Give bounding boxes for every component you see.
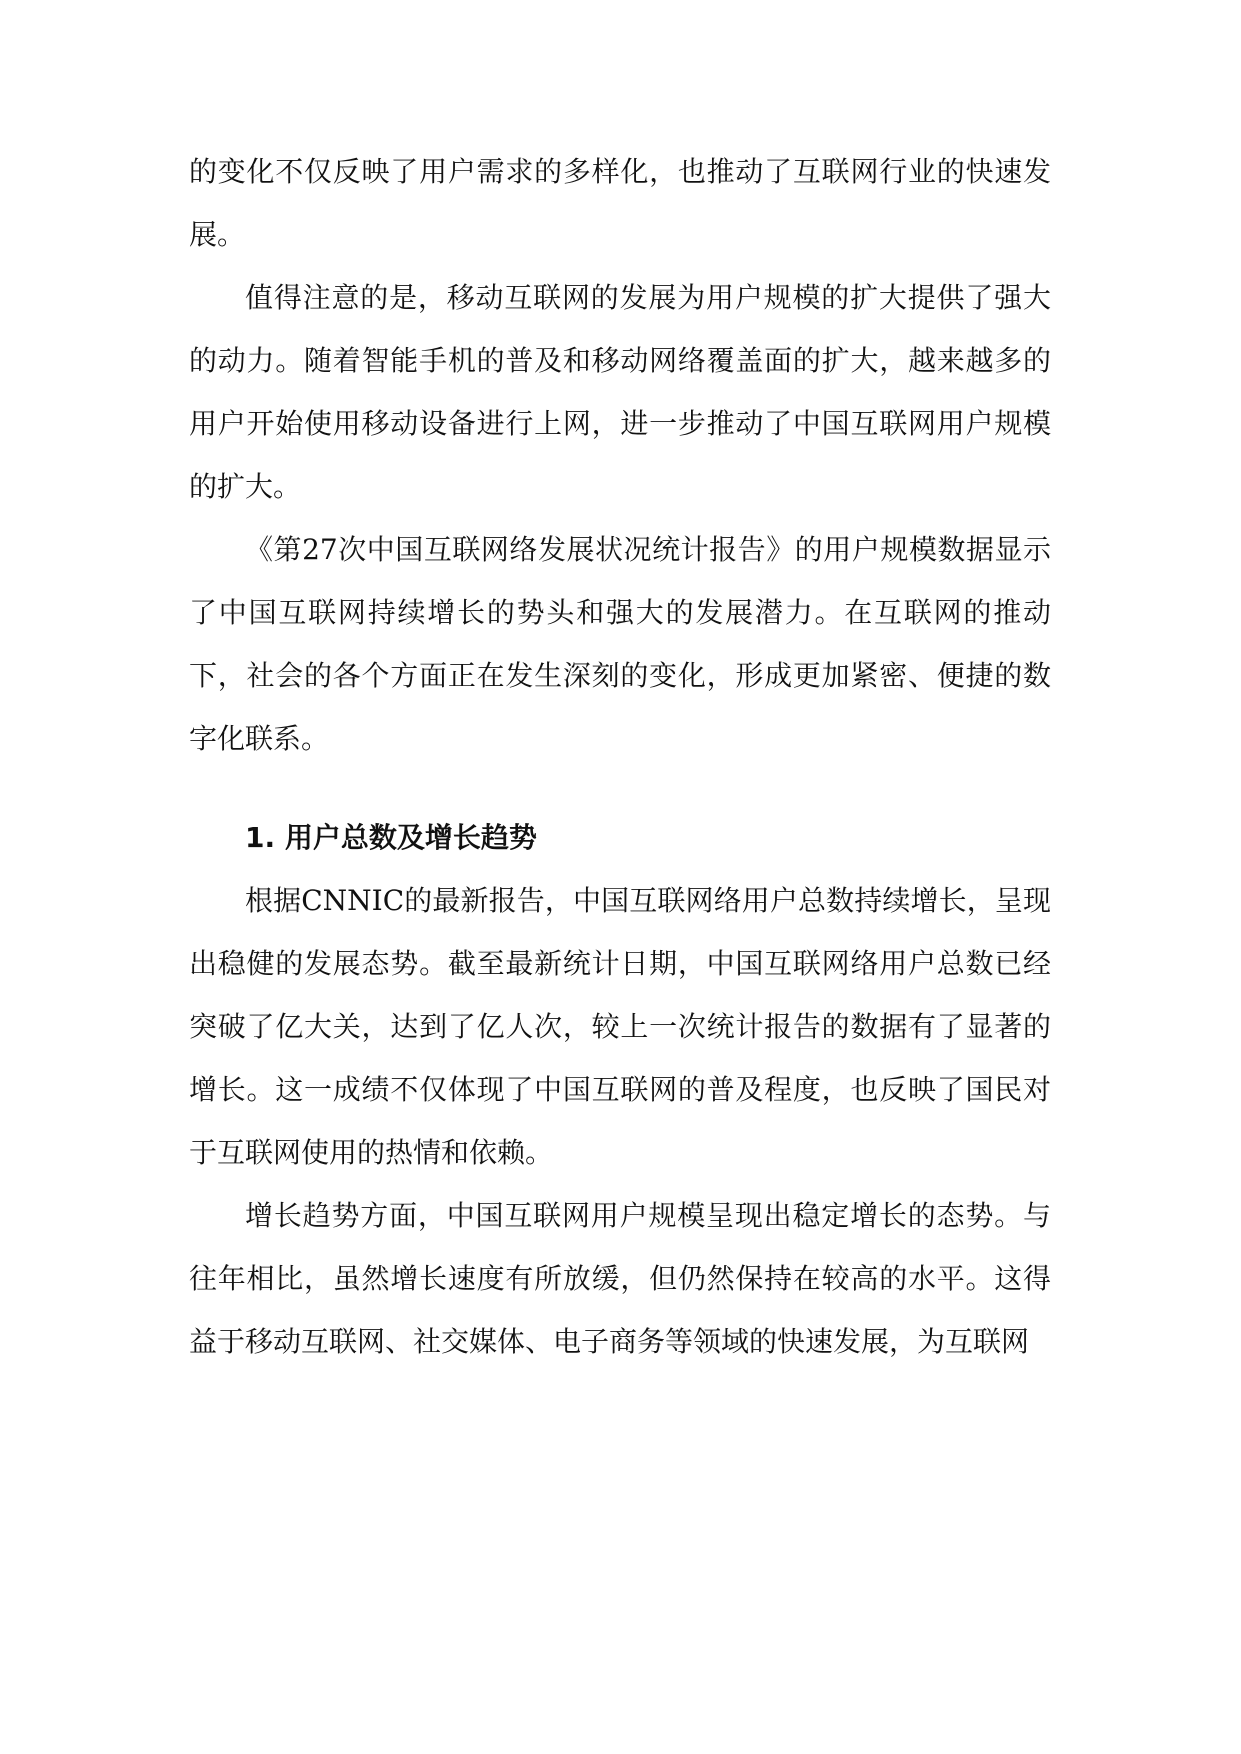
paragraph-user-total: 根据CNNIC的最新报告，中国互联网络用户总数持续增长，呈现出稳健的发展态势。截至最新统计日期，中国互联网络用户总数已经突破了亿大关，达到了亿人次，较上一次统计报告的数据有了显著的增长。这一成绩不仅体现了中国互联网的普及程度，也反映了国民对于互联网使用的热情和依赖。 — [189, 884, 1051, 1169]
paragraph-continuation: 的变化不仅反映了用户需求的多样化，也推动了互联网行业的快速发展。 — [189, 155, 1051, 251]
paragraph-growth-trend: 增长趋势方面，中国互联网用户规模呈现出稳定增长的态势。与往年相比，虽然增长速度有所放缓，但仍然保持在较高的水平。这得益于移动互联网、社交媒体、电子商务等领域的快速发展，为互联网 — [189, 1199, 1051, 1358]
section-heading: 1. 用户总数及增长趋势 — [245, 821, 537, 854]
paragraph-report-summary: 《第27次中国互联网络发展状况统计报告》的用户规模数据显示了中国互联网持续增长的势头和强大的发展潜力。在互联网的推动下，社会的各个方面正在发生深刻的变化，形成更加紧密、便捷的数字化联系。 — [189, 533, 1051, 755]
document-body — [189, 140, 1051, 1373]
paragraph-mobile-internet: 值得注意的是，移动互联网的发展为用户规模的扩大提供了强大的动力。随着智能手机的普及和移动网络覆盖面的扩大，越来越多的用户开始使用移动设备进行上网，进一步推动了中国互联网用户规模的扩大。 — [189, 281, 1051, 503]
